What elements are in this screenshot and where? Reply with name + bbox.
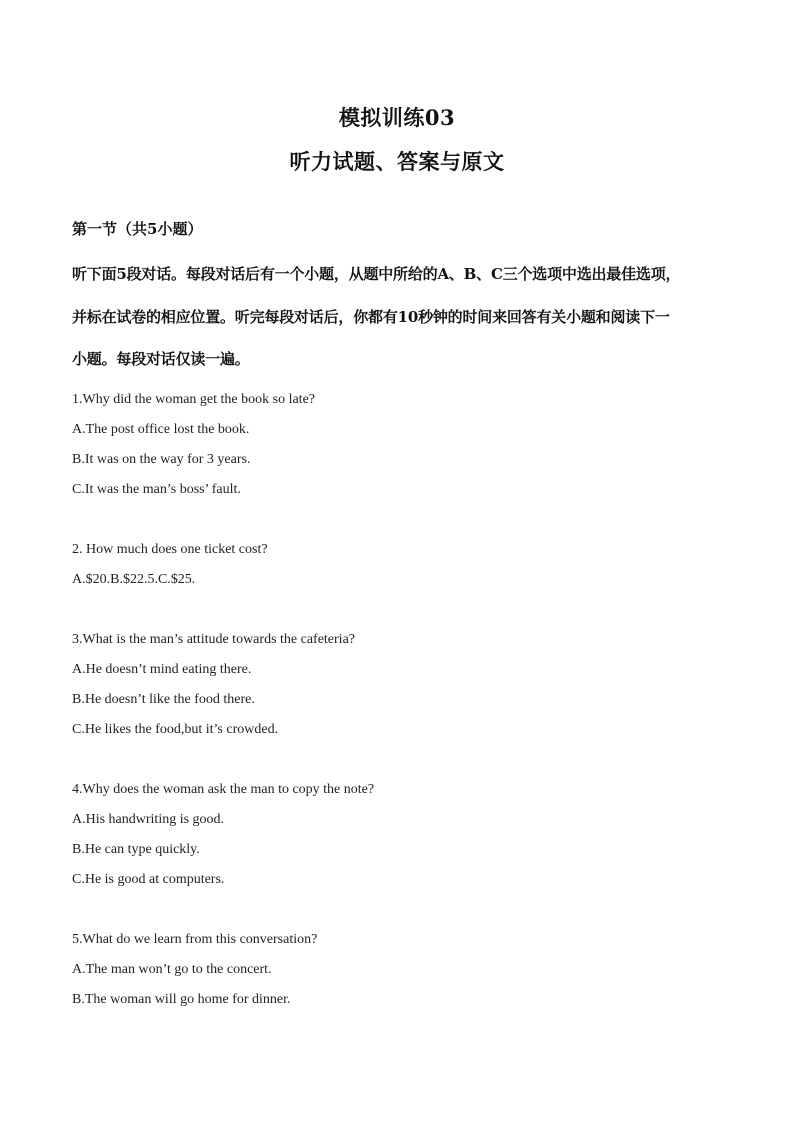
question-4-option-b: B.He can type quickly. (72, 842, 200, 857)
instruction-line-2: 并标在试卷的相应位置。听完每段对话后，你都有10秒钟的时间来回答有关小题和阅读下一 (72, 308, 670, 326)
question-1-stem: 1.Why did the woman get the book so late? (72, 392, 315, 407)
instruction-line-3: 小题。每段对话仅读一遍。 (72, 350, 250, 368)
question-5-option-a: A.The man won’t go to the concert. (72, 962, 272, 977)
question-3-option-c: C.He likes the food,but it’s crowded. (72, 722, 279, 737)
question-5-stem: 5.What do we learn from this conversation? (72, 932, 318, 947)
question-3-option-a: A.He doesn’t mind eating there. (72, 662, 252, 677)
question-1-option-c: C.It was the man’s boss’ fault. (72, 482, 241, 497)
question-4-stem: 4.Why does the woman ask the man to copy the note? (72, 782, 375, 797)
instruction-line-1: 听下面5段对话。每段对话后有一个小题，从题中所给的A、B、C三个选项中选出最佳选项， (72, 265, 681, 283)
page-subtitle: 听力试题、答案与原文 (289, 149, 505, 174)
question-4-option-a: A.His handwriting is good. (72, 812, 225, 827)
question-1-option-a: A.The post office lost the book. (72, 422, 250, 437)
question-2-stem: 2. How much does one ticket cost? (72, 542, 268, 557)
question-3-option-b: B.He doesn’t like the food there. (72, 692, 255, 707)
question-4-option-c: C.He is good at computers. (72, 872, 225, 887)
question-5-option-b: B.The woman will go home for dinner. (72, 992, 291, 1007)
question-1-option-b: B.It was on the way for 3 years. (72, 452, 251, 467)
question-2-options: A.$20.B.$22.5.C.$25. (72, 572, 196, 587)
question-3-stem: 3.What is the man’s attitude towards the cafeteria? (72, 632, 356, 647)
section-heading: 第一节（共5小题） (72, 220, 203, 238)
page-title: 模拟训练03 (338, 105, 456, 130)
